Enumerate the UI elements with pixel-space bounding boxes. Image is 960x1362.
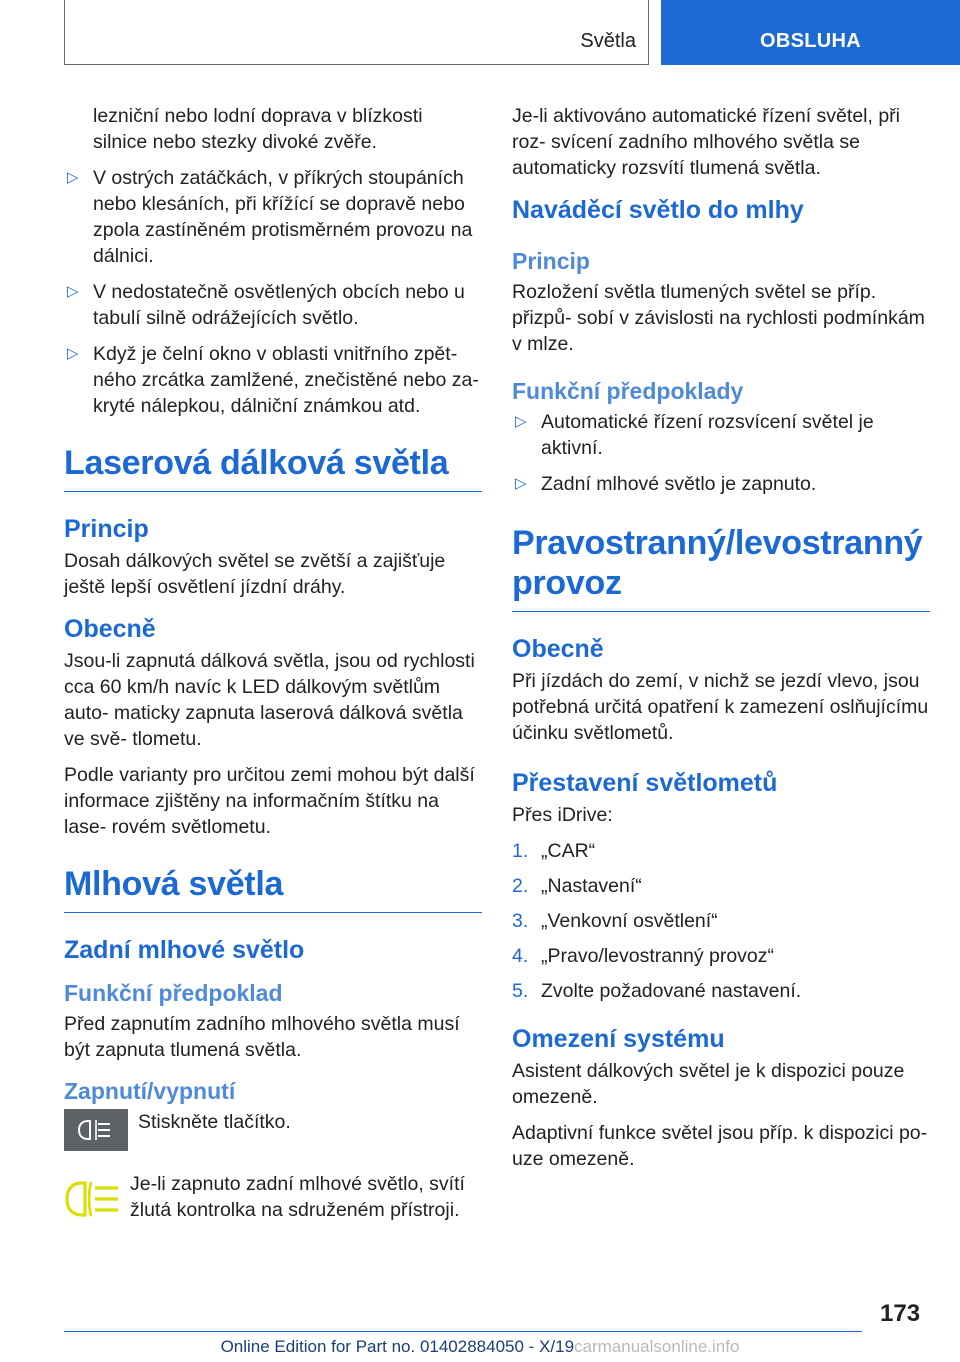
triangle-right-icon: ▷ bbox=[67, 345, 79, 362]
list-item: 5. Zvolte požadované nastavení. bbox=[512, 980, 802, 1002]
list-item: 1. „CAR“ bbox=[512, 840, 596, 862]
heading-laser-princip: Princip bbox=[64, 515, 149, 543]
paragraph: Při jízdách do zemí, v nichž se jezdí vlevo, jsou potřebná určitá opatření k zamezení oslňujícímu účinku světlometů. bbox=[512, 670, 929, 744]
paragraph: Jsou-li zapnutá dálková světla, jsou od rychlosti cca 60 km/h navíc k LED dálkovým světlům auto- maticky zapnuta laserová dálková světla ve svě- tlometu. bbox=[64, 650, 475, 750]
paragraph: Před zapnutím zadního mlhového světla musí být zapnuta tlumená světla. bbox=[64, 1013, 460, 1061]
bullet-list-left bbox=[64, 103, 482, 419]
footer bbox=[0, 1337, 960, 1357]
button-instruction-text: Stiskněte tlačítko. bbox=[138, 1111, 291, 1133]
list-item: ▷ Zadní mlhové světlo je zapnuto. bbox=[515, 473, 817, 495]
triangle-right-icon: ▷ bbox=[515, 475, 527, 492]
heading-laser-obecne: Obecně bbox=[64, 615, 156, 643]
header-chapter-title: OBSLUHA bbox=[760, 30, 861, 52]
list-item: ▷ Automatické řízení rozsvícení světel je aktivní. bbox=[515, 411, 874, 459]
triangle-right-icon: ▷ bbox=[67, 283, 79, 300]
heading-traffic-obecne: Obecně bbox=[512, 635, 604, 663]
heading-laser: Laserová dálková světla bbox=[64, 443, 482, 492]
paragraph: Je-li aktivováno automatické řízení světel, při roz- svícení zadního mlhového světla se automaticky rozsvítí tlumená světla. bbox=[512, 105, 901, 179]
list-item: ▷ Když je čelní okno v oblasti vnitřního zpět- ného zrcátka zamlžené, znečistěné nebo za- kryté nálepkou, dálniční známkou atd. bbox=[67, 343, 479, 417]
rear-fog-light-button-icon bbox=[64, 1109, 128, 1151]
paragraph: Rozložení světla tlumených světel se příp. přizpů- sobí v závislosti na rychlosti podmínkám v mlze. bbox=[512, 281, 925, 355]
footer-watermark: carmanualsonline.info bbox=[574, 1337, 740, 1356]
list-item: 3. „Venkovní osvětlení“ bbox=[512, 910, 718, 932]
paragraph: Asistent dálkových světel je k dispozici pouze omezeně. bbox=[512, 1060, 905, 1108]
steps-list bbox=[512, 838, 930, 1004]
button-instruction bbox=[64, 1109, 482, 1157]
heading-fog: Mlhová světla bbox=[64, 864, 482, 913]
paragraph: Přes iDrive: bbox=[512, 804, 613, 826]
right-column bbox=[512, 103, 930, 1182]
header-section-tab bbox=[64, 0, 649, 65]
heading-guide-princip: Princip bbox=[512, 248, 590, 274]
rear-fog-light-indicator-icon bbox=[64, 1177, 122, 1221]
indicator-info bbox=[64, 1171, 482, 1231]
list-item: 4. „Pravo/levostranný provoz“ bbox=[512, 945, 775, 967]
list-item: 2. „Nastavení“ bbox=[512, 875, 642, 897]
heading-fog-requirement: Funkční předpoklad bbox=[64, 980, 283, 1006]
heading-guide-requirements: Funkční předpoklady bbox=[512, 378, 744, 404]
heading-traffic: Pravostranný/levostranný provoz bbox=[512, 523, 930, 612]
list-item: lezniční nebo lodní doprava v blízkosti silnice nebo stezky divoké zvěře. bbox=[93, 105, 423, 153]
header-chapter-tab bbox=[661, 0, 960, 65]
paragraph: Dosah dálkových světel se zvětší a zajišťuje ještě lepší osvětlení jízdní dráhy. bbox=[64, 550, 446, 598]
header-section-title: Světla bbox=[580, 30, 636, 52]
left-column bbox=[64, 103, 482, 1231]
footer-edition-text: Online Edition for Part no. 01402884050 - X/19 bbox=[220, 1337, 575, 1356]
list-item: ▷ V ostrých zatáčkách, v příkrých stoupáních nebo klesáních, při křížící se dopravě nebo zpola zastíněném protisměrném provozu na dálnici. bbox=[67, 167, 473, 267]
heading-headlight-adjust: Přestavení světlometů bbox=[512, 769, 778, 797]
triangle-right-icon: ▷ bbox=[67, 169, 79, 186]
bullet-list-right bbox=[512, 409, 930, 497]
heading-fog-guide: Naváděcí světlo do mlhy bbox=[512, 196, 804, 224]
list-item: ▷ V nedostatečně osvětlených obcích nebo u tabulí silně odrážejících světlo. bbox=[67, 281, 465, 329]
indicator-info-text: Je-li zapnuto zadní mlhové světlo, svítí žlutá kontrolka na sdruženém přístroji. bbox=[130, 1173, 465, 1221]
heading-system-limits: Omezení systému bbox=[512, 1025, 725, 1053]
heading-fog-onoff: Zapnutí/vypnutí bbox=[64, 1078, 236, 1104]
paragraph: Adaptivní funkce světel jsou příp. k dispozici po- uze omezeně. bbox=[512, 1122, 928, 1170]
paragraph: Podle varianty pro určitou zemi mohou být další informace zjištěny na informačním štítku na lase- rovém světlometu. bbox=[64, 764, 475, 838]
triangle-right-icon: ▷ bbox=[515, 413, 527, 430]
page-number: 173 bbox=[880, 1300, 921, 1327]
heading-rear-fog: Zadní mlhové světlo bbox=[64, 936, 305, 964]
footer-divider bbox=[64, 1331, 862, 1332]
